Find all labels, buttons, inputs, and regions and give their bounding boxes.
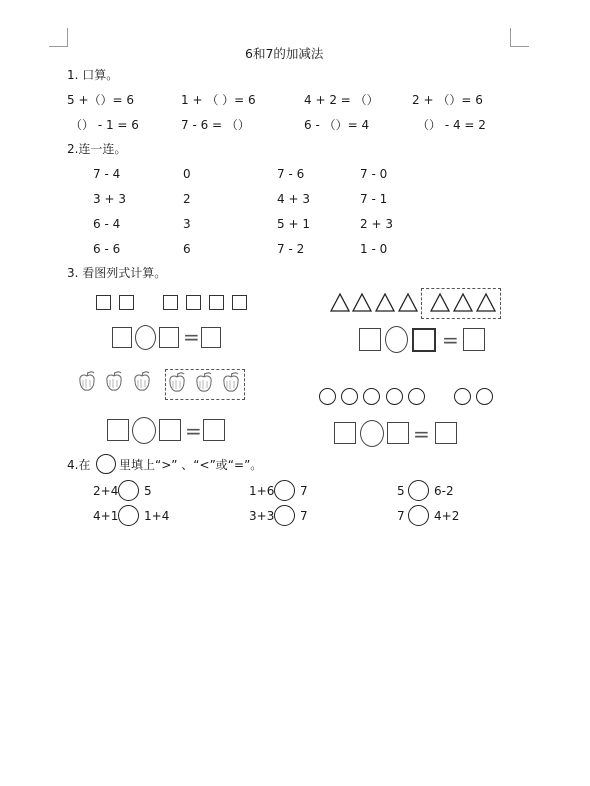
answer-box[interactable] [412,328,436,352]
square-icon [209,295,224,310]
circle-icon [408,388,425,405]
apple-icon [135,372,149,390]
match-item-col3[interactable]: 5 + 1 [277,217,310,231]
oral-calc-item: （） - 4 = 2 [417,118,486,132]
triangle-icon [376,294,394,311]
compare-circle[interactable] [118,480,139,501]
compare-left: 2+4 [93,484,119,498]
compare-circle[interactable] [118,505,139,526]
match-item-col3[interactable]: 7 - 6 [277,167,305,181]
apple-icon [107,372,121,390]
match-item-col3[interactable]: 4 + 3 [277,192,310,206]
apple-icon [80,372,94,390]
oral-calc-item: 5 +（）= 6 [67,93,135,107]
apple-group [0,0,1,1]
match-item-col2[interactable]: 3 [183,217,191,231]
oral-calc-item: 6 - （）= 4 [304,118,370,132]
square-icon [163,295,178,310]
circle-icon [319,388,336,405]
oral-calc-item: 1 + （ ）= 6 [181,93,256,107]
compare-right: 7 [300,509,308,523]
compare-right: 1+4 [144,509,170,523]
compare-circle[interactable] [408,505,429,526]
circle-icon [363,388,380,405]
section-3-heading: 3. 看图列式计算。 [67,266,167,280]
triangle-icon [331,294,349,311]
equals-sign: = [185,419,202,443]
match-item-col4[interactable]: 1 - 0 [360,242,388,256]
compare-left: 5 [397,484,405,498]
oral-calc-item: 7 - 6 = （） [181,118,250,132]
dashed-group-box [421,288,501,319]
page-corner-top-right [510,28,529,47]
circle-icon [386,388,403,405]
dashed-group-box [165,369,245,400]
match-item-col2[interactable]: 6 [183,242,191,256]
match-item-col1[interactable]: 6 - 4 [93,217,121,231]
equals-sign: = [183,325,200,349]
answer-box[interactable] [435,422,457,444]
compare-circle[interactable] [408,480,429,501]
answer-box[interactable] [107,419,129,441]
section-4-heading-prefix: 4.在 [67,458,91,472]
circle-icon [476,388,493,405]
answer-box[interactable] [463,328,485,351]
square-icon [186,295,201,310]
operator-oval[interactable] [135,325,156,350]
compare-right: 4+2 [434,509,460,523]
match-item-col1[interactable]: 7 - 4 [93,167,121,181]
operator-oval[interactable] [360,420,384,447]
square-icon [232,295,247,310]
circle-icon [96,454,116,474]
page-corner-top-left [49,28,68,47]
equals-sign: = [413,422,430,446]
compare-right: 7 [300,484,308,498]
section-4-heading-suffix: 里填上“>” 、“<”或“=”。 [119,458,263,472]
match-item-col1[interactable]: 6 - 6 [93,242,121,256]
oral-calc-item: 4 + 2 = （） [304,93,379,107]
operator-oval[interactable] [385,326,408,353]
operator-oval[interactable] [132,417,156,444]
equals-sign: = [442,328,459,352]
match-item-col2[interactable]: 2 [183,192,191,206]
answer-box[interactable] [359,328,381,351]
square-icon [119,295,134,310]
circle-icon [341,388,358,405]
square-icon [96,295,111,310]
match-item-col2[interactable]: 0 [183,167,191,181]
triangle-icon [353,294,371,311]
match-item-col4[interactable]: 2 + 3 [360,217,393,231]
compare-circle[interactable] [274,480,295,501]
circle-icon [454,388,471,405]
match-item-col4[interactable]: 7 - 0 [360,167,388,181]
compare-circle[interactable] [274,505,295,526]
compare-right: 5 [144,484,152,498]
answer-box[interactable] [159,419,181,441]
page-title: 6和7的加减法 [245,46,324,61]
match-item-col3[interactable]: 7 - 2 [277,242,305,256]
oral-calc-item: （） - 1 = 6 [70,118,139,132]
answer-box[interactable] [112,327,132,348]
answer-box[interactable] [334,422,356,444]
match-item-col4[interactable]: 7 - 1 [360,192,388,206]
section-1-heading: 1. 口算。 [67,68,119,82]
triangle-icon [399,294,417,311]
compare-right: 6-2 [434,484,454,498]
compare-left: 3+3 [249,509,275,523]
match-item-col1[interactable]: 3 + 3 [93,192,126,206]
compare-left: 1+6 [249,484,275,498]
oral-calc-item: 2 + （）= 6 [412,93,483,107]
answer-box[interactable] [387,422,409,444]
compare-left: 7 [397,509,405,523]
compare-left: 4+1 [93,509,119,523]
answer-box[interactable] [201,327,221,348]
section-2-heading: 2.连一连。 [67,142,127,156]
answer-box[interactable] [203,419,225,441]
answer-box[interactable] [159,327,179,348]
